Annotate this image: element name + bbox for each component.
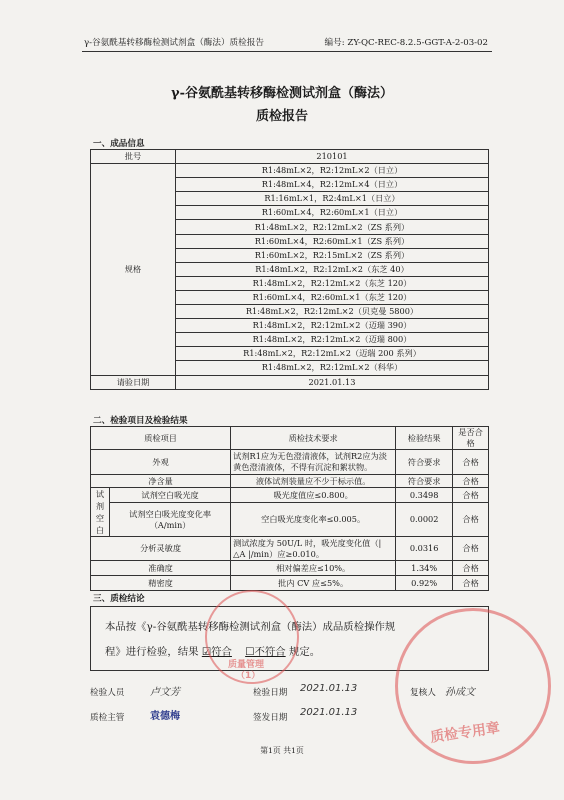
spec-item: R1:16mL×1，R2:4mL×1（日立）	[176, 192, 489, 206]
spec-item: R1:48mL×2，R2:12mL×2（科华）	[176, 361, 489, 375]
spec-item: R1:48mL×2，R2:12mL×2（东芝 40）	[176, 262, 489, 276]
table-row	[91, 450, 489, 475]
supervisor-signature: 袁德梅	[150, 711, 180, 722]
section-product-info: 一、成品信息	[93, 139, 145, 149]
item-pass: 合格	[453, 475, 489, 488]
table-row	[91, 164, 489, 178]
spec-item: R1:48mL×2，R2:12mL×2（贝克曼 5800）	[176, 305, 489, 319]
request-date-value: 2021.01.13	[176, 375, 489, 389]
item-requirement: 空白吸光度变化率≤0.005。	[231, 503, 396, 537]
table-row	[91, 503, 489, 537]
col-header-requirement: 质检技术要求	[231, 427, 396, 450]
table-row	[91, 576, 489, 591]
inspection-date: 2021.01.13	[300, 683, 358, 694]
supervisor-label: 质检主管	[90, 713, 125, 723]
inspector-signature: 卢文芳	[150, 687, 180, 698]
small-stamp-number: （1）	[236, 671, 261, 681]
item-requirement: 液体试剂装量应不少于标示值。	[231, 475, 396, 488]
inspector-label: 检验人员	[90, 688, 125, 698]
item-result: 0.3498	[396, 488, 453, 503]
item-pass: 合格	[453, 450, 489, 475]
item-result: 1.34%	[396, 561, 453, 576]
item-name: 准确度	[91, 561, 231, 576]
table-row	[91, 537, 489, 561]
product-info-table	[90, 149, 489, 390]
header-title: γ-谷氨酰基转移酶检测试剂盒（酶法）质检报告	[84, 38, 264, 48]
item-result: 0.92%	[396, 576, 453, 591]
header-divider	[82, 51, 492, 52]
batch-value: 210101	[176, 150, 489, 164]
conclusion-end: 规定。	[288, 646, 321, 658]
item-result: 0.0316	[396, 537, 453, 561]
page-footer: 第1页 共1页	[260, 746, 304, 755]
spec-item: R1:48mL×2，R2:12mL×2（迈瑞 390）	[176, 319, 489, 333]
section-conclusion: 三、质检结论	[93, 594, 145, 604]
item-pass: 合格	[453, 488, 489, 503]
spec-item: R1:48mL×2，R2:12mL×2（迈瑞 200 系列）	[176, 347, 489, 361]
item-pass: 合格	[453, 537, 489, 561]
item-name: 净含量	[91, 475, 231, 488]
spec-label: 规格	[91, 164, 176, 375]
group-label: 试剂空白	[91, 488, 110, 537]
item-requirement: 相对偏差应≤10%。	[231, 561, 396, 576]
report-subtitle: 质检报告	[255, 109, 308, 124]
request-date-label: 请验日期	[91, 375, 176, 389]
table-row	[91, 375, 489, 389]
item-name: 外观	[91, 450, 231, 475]
reviewer-label: 复核人	[410, 688, 436, 698]
col-header-result: 检验结果	[396, 427, 453, 450]
item-result: 符合要求	[396, 450, 453, 475]
spec-item: R1:48mL×4，R2:12mL×4（日立）	[176, 178, 489, 192]
conclusion-fail-checkbox: ☐不符合	[245, 646, 286, 658]
small-stamp-text: 质量管理	[228, 660, 265, 670]
spec-item: R1:48mL×2，R2:12mL×2（东芝 120）	[176, 276, 489, 290]
batch-label: 批号	[91, 150, 176, 164]
item-pass: 合格	[453, 576, 489, 591]
item-pass: 合格	[453, 503, 489, 537]
spec-item: R1:60mL×4，R2:60mL×1（日立）	[176, 206, 489, 220]
item-name: 精密度	[91, 576, 231, 591]
col-header-item: 质检项目	[91, 427, 231, 450]
item-requirement: 批内 CV 应≤5%。	[231, 576, 396, 591]
item-pass: 合格	[453, 561, 489, 576]
conclusion-pass-checkbox: ☑符合	[201, 646, 232, 658]
spec-item: R1:48mL×2，R2:12mL×2（迈瑞 800）	[176, 333, 489, 347]
large-stamp-text: 质检专用章	[429, 720, 501, 746]
table-row	[91, 150, 489, 164]
item-name: 试剂空白吸光度	[110, 488, 231, 503]
report-title: γ-谷氨酰基转移酶检测试剂盒（酶法）	[171, 86, 393, 101]
table-header-row	[91, 427, 489, 450]
table-row	[91, 488, 489, 503]
issue-date-label: 签发日期	[253, 713, 288, 723]
item-requirement: 测试浓度为 50U/L 时，吸光度变化值（|△A |/min）应≥0.010。	[231, 537, 396, 561]
issue-date: 2021.01.13	[300, 707, 358, 718]
item-result: 符合要求	[396, 475, 453, 488]
conclusion-line-1: 本品按《γ-谷氨酰基转移酶检测试剂盒（酶法）成品质检操作规	[105, 621, 396, 633]
spec-item: R1:60mL×4，R2:60mL×1（ZS 系列）	[176, 234, 489, 248]
item-requirement: 吸光度值应≤0.800。	[231, 488, 396, 503]
table-row	[91, 475, 489, 488]
item-name: 试剂空白吸光度变化率（A/min）	[110, 503, 231, 537]
results-table	[90, 426, 489, 591]
item-requirement: 试剂R1应为无色澄清液体，试剂R2应为淡黄色澄清液体，不得有沉淀和絮状物。	[231, 450, 396, 475]
section-results: 二、检验项目及检验结果	[93, 416, 188, 426]
inspection-date-label: 检验日期	[253, 688, 288, 698]
spec-item: R1:60mL×4，R2:60mL×1（东芝 120）	[176, 290, 489, 304]
col-header-pass: 是否合格	[453, 427, 489, 450]
conclusion-text: 程》进行检验，结果	[105, 646, 199, 658]
document-number: 编号: ZY-QC-REC-8.2.5-GGT-A-2-03-02	[324, 38, 488, 48]
spec-item: R1:48mL×2，R2:12mL×2（日立）	[176, 164, 489, 178]
table-row	[91, 561, 489, 576]
item-name: 分析灵敏度	[91, 537, 231, 561]
spec-item: R1:48mL×2，R2:12mL×2（ZS 系列）	[176, 220, 489, 234]
reviewer-signature: 孙成文	[445, 687, 475, 698]
spec-item: R1:60mL×2，R2:15mL×2（ZS 系列）	[176, 248, 489, 262]
item-result: 0.0002	[396, 503, 453, 537]
